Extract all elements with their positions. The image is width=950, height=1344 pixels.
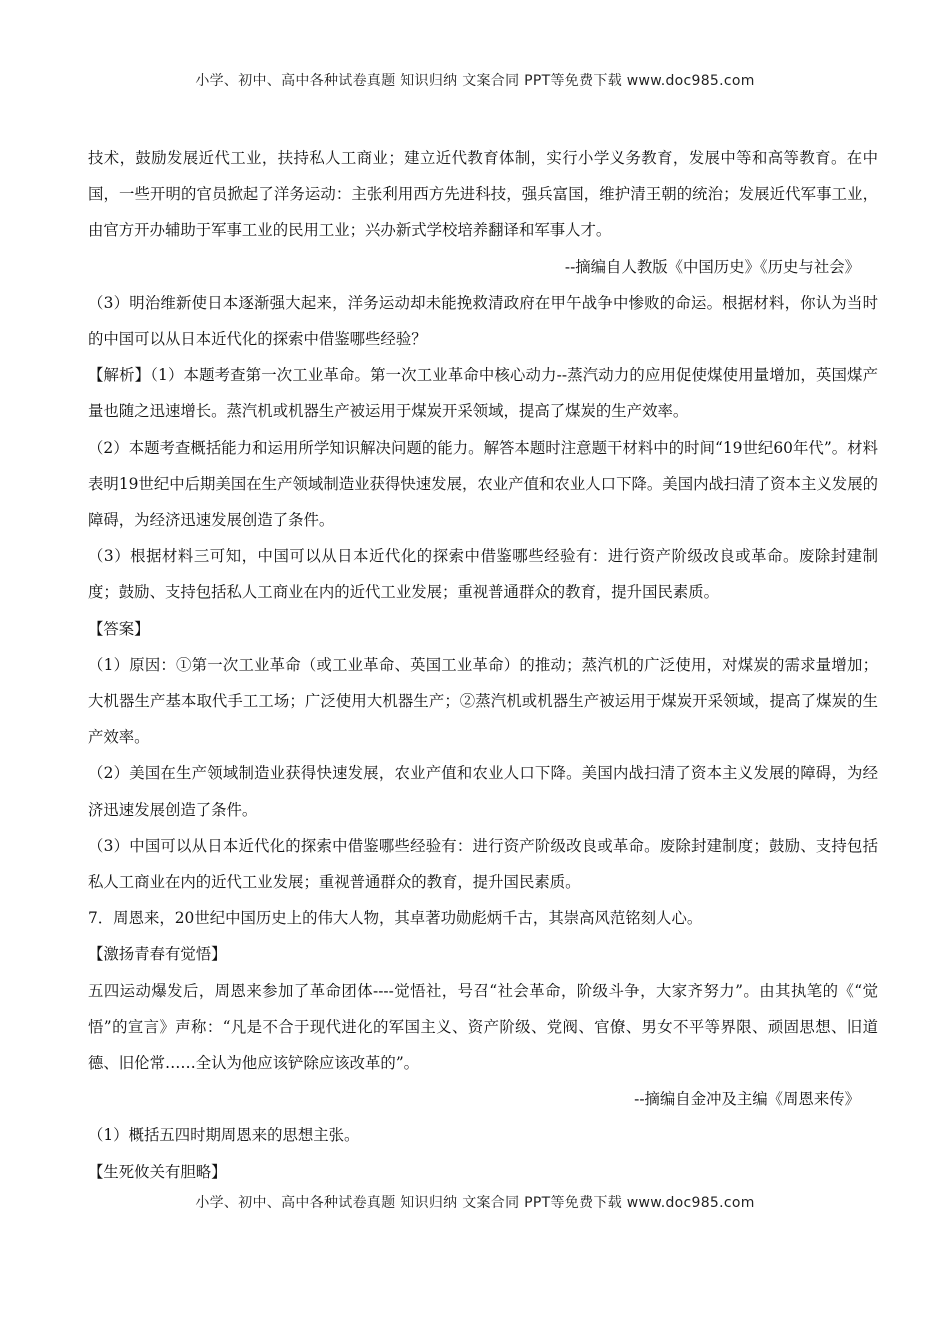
analysis-2: （2）本题考查概括能力和运用所学知识解决问题的能力。解答本题时注意题干材料中的时间“19世纪60年代”。材料表明19世纪中后期美国在生产领域制造业获得快速发展，农业产值和农业人口下降。美国内战扫清了资本主义发展的障碍，为经济迅速发展创造了条件。 bbox=[88, 438, 878, 530]
analysis-1: 【解析】（1）本题考查第一次工业革命。第一次工业革命中核心动力--蒸汽动力的应用促使煤使用量增加，英国煤产量也随之迅速增长。蒸汽机或机器生产被运用于煤炭开采领域，提高了煤炭的生产效率。 bbox=[88, 366, 878, 421]
question-7-intro: 7．周恩来，20世纪中国历史上的伟大人物，其卓著功勋彪炳千古，其崇高风范铭刻人心。 bbox=[88, 909, 703, 928]
material-source-youth: --摘编自金冲及主编《周恩来传》 bbox=[634, 1090, 860, 1109]
material-source: --摘编自人教版《中国历史》《历史与社会》 bbox=[564, 257, 860, 276]
question-7-1: （1）概括五四时期周恩来的思想主张。 bbox=[88, 1126, 360, 1145]
section-heading-youth: 【激扬青春有觉悟】 bbox=[88, 945, 227, 964]
answer-2: （2）美国在生产领域制造业获得快速发展，农业产值和农业人口下降。美国内战扫清了资本主义发展的障碍，为经济迅速发展创造了条件。 bbox=[88, 764, 878, 819]
page-footer: 小学、初中、高中各种试卷真题 知识归纳 文案合同 PPT等免费下载 www.doc985.com bbox=[195, 1195, 755, 1211]
answer-3: （3）中国可以从日本近代化的探索中借鉴哪些经验有：进行资产阶级改良或革命。废除封建制度；鼓励、支持包括私人工商业在内的近代工业发展；重视普通群众的教育，提升国民素质。 bbox=[88, 836, 878, 892]
section-heading-courage: 【生死攸关有胆略】 bbox=[88, 1162, 227, 1181]
page-header: 小学、初中、高中各种试卷真题 知识归纳 文案合同 PPT等免费下载 www.doc985.com bbox=[195, 73, 755, 89]
material-text-youth: 五四运动爆发后，周恩来参加了革命团体----觉悟社，号召“社会革命，阶级斗争，大家齐努力”。由其执笔的《“觉悟”的宣言》声称：“凡是不合于现代进化的军国主义、资产阶级、党阀、官僚、男女不平等界限、顽固思想、旧道德、旧伦常……全认为他应该铲除应该改革的”。 bbox=[88, 981, 878, 1073]
question-3: （3）明治维新使日本逐渐强大起来，洋务运动却未能挽救清政府在甲午战争中惨败的命运。根据材料，你认为当时的中国可以从日本近代化的探索中借鉴哪些经验？ bbox=[88, 293, 878, 349]
answer-heading: 【答案】 bbox=[88, 619, 150, 638]
analysis-3: （3）根据材料三可知，中国可以从日本近代化的探索中借鉴哪些经验有：进行资产阶级改良或革命。废除封建制度；鼓励、支持包括私人工商业在内的近代工业发展；重视普通群众的教育，提升国民素质。 bbox=[88, 547, 878, 602]
material-text-continued: 技术，鼓励发展近代工业，扶持私人工商业；建立近代教育体制，实行小学义务教育，发展中等和高等教育。在中国，一些开明的官员掀起了洋务运动：主张利用西方先进科技，强兵富国，维护清王朝的统治；发展近代军事工业，由官方开办辅助于军事工业的民用工业；兴办新式学校培养翻译和军事人才。 bbox=[88, 149, 878, 240]
answer-1: （1）原因：①第一次工业革命（或工业革命、英国工业革命）的推动；蒸汽机的广泛使用，对煤炭的需求量增加；大机器生产基本取代手工工场；广泛使用大机器生产；②蒸汽机或机器生产被运用于煤炭开采领域，提高了煤炭的生产效率。 bbox=[88, 655, 878, 747]
document-body bbox=[88, 140, 878, 1190]
